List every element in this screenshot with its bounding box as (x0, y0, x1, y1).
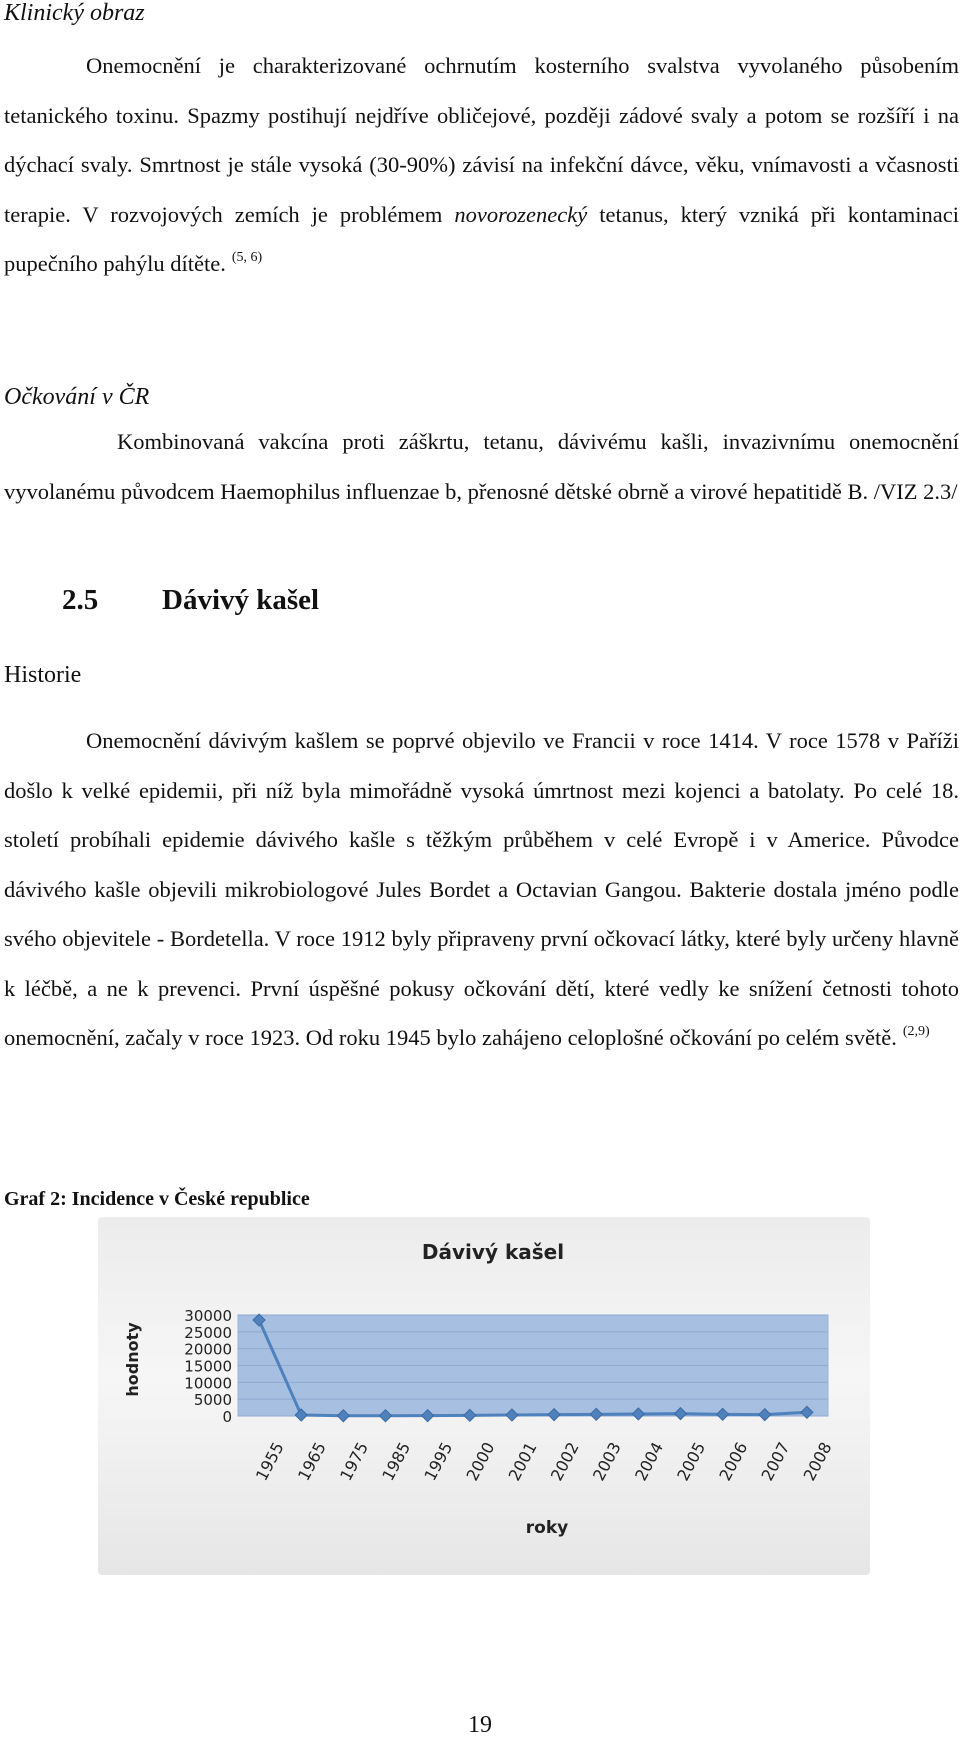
clinical-text-emphasis: novorozenecký (454, 201, 588, 227)
clinical-text-before: Onemocnění je charakterizované ochrnutím kosterního svalstva vyvolaného působením tetanického toxinu. Spazmy postihují nejdříve obličejové, později zádové svaly a potom se rozšíří i na dýchací svaly. Smrtnost je stále vysoká (30-90%) závisí na infekční dávce, věku, vnímavosti a včasnosti terapie. V rozvojových zemích je problémem (4, 53, 959, 227)
chart-svg (98, 1217, 870, 1575)
vaccination-heading: Očkování v ČR (4, 384, 150, 410)
incidence-chart (98, 1217, 870, 1575)
x-tick-label: 2000 (462, 1439, 499, 1484)
history-paragraph (4, 716, 959, 1063)
history-heading: Historie (4, 662, 82, 688)
x-tick-label: 2003 (588, 1439, 625, 1484)
chapter-heading (62, 584, 319, 617)
history-citation: (2,9) (902, 1024, 930, 1039)
x-tick-label: 2006 (715, 1439, 752, 1484)
page-number: 19 (468, 1712, 492, 1738)
y-tick-label: 0 (222, 1408, 232, 1426)
x-tick-label: 2008 (799, 1439, 836, 1484)
y-tick-label: 5000 (193, 1391, 232, 1410)
x-tick-label: 1995 (420, 1439, 457, 1484)
y-tick-label: 10000 (184, 1374, 232, 1393)
chapter-title: Dávivý kašel (162, 584, 320, 616)
x-tick-label: 2001 (504, 1439, 541, 1484)
clinical-picture-paragraph (4, 41, 959, 289)
y-tick-label: 30000 (184, 1307, 232, 1325)
x-tick-label: 1955 (251, 1439, 288, 1484)
clinical-text-after: tetanus, který vzniká při kontaminaci pupečního pahýlu dítěte. (4, 201, 959, 276)
y-tick-label: 20000 (184, 1340, 232, 1359)
y-tick-label: 25000 (184, 1323, 232, 1342)
x-tick-label: 1985 (378, 1439, 415, 1484)
chart-title: Dávivý kašel (421, 1240, 565, 1264)
x-tick-label: 2005 (673, 1439, 710, 1484)
x-tick-label: 2007 (757, 1439, 794, 1484)
vaccination-paragraph (4, 417, 959, 516)
vaccination-text: Kombinovaná vakcína proti záškrtu, tetanu, dávivému kašli, invazivnímu onemocnění vyvolanému původcem Haemophilus influenzae b, přenosné dětské obrně a virové hepatitidě B. /VIZ 2.3/ (4, 429, 959, 504)
y-tick-label: 15000 (184, 1357, 232, 1376)
figure-caption: Graf 2: Incidence v České republice (4, 1188, 310, 1210)
x-tick-label: 2002 (546, 1439, 583, 1484)
x-tick-label: 2004 (631, 1439, 668, 1484)
history-text: Onemocnění dávivým kašlem se poprvé objevilo ve Francii v roce 1414. V roce 1578 v Paříži došlo k velké epidemii, při níž byla mimořádně vysoká úmrtnost mezi kojenci a batolaty. Po celé 18. století probíhali epidemie dávivého kašle s těžkým průběhem v celé Evropě i v Americe. Původce dávivého kašle objevili mikrobiologové Jules Bordet a Octavian Gangou. Bakterie dostala jméno podle svého objevitele - Bordetella. V roce 1912 byly připraveny první očkovací látky, které byly určeny hlavně k léčbě, a ne k prevenci. První úspěšné pokusy očkování dětí, které vedly ke snížení četnosti tohoto onemocnění, začaly v roce 1923. Od roku 1945 bylo zahájeno celoplošné očkování po celém světě. (4, 728, 959, 1050)
clinical-citation: (5, 6) (231, 250, 263, 265)
clinical-picture-heading: Klinický obraz (4, 0, 145, 26)
y-axis-label: hodnoty (123, 1322, 142, 1397)
x-tick-label: 1965 (293, 1439, 330, 1484)
chapter-number: 2.5 (62, 584, 99, 616)
x-tick-label: 1975 (336, 1439, 373, 1484)
x-axis-label: roky (525, 1518, 569, 1538)
